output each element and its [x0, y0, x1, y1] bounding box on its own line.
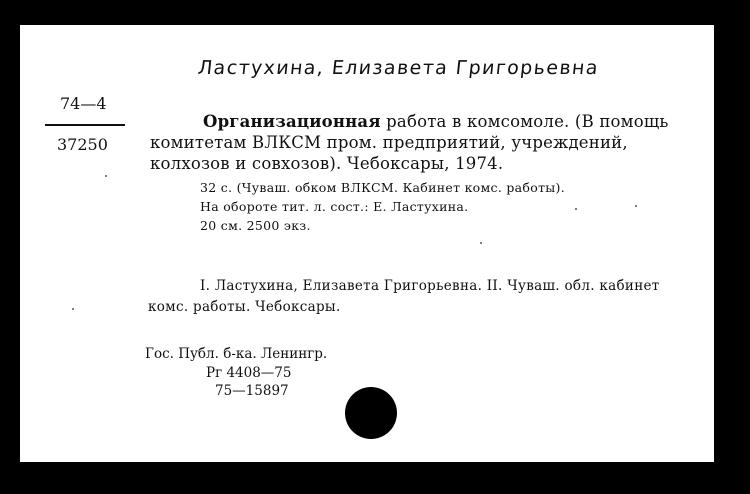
details-line-2: На обороте тит. л. сост.: Е. Ластухина. — [200, 199, 469, 214]
handwritten-heading: Ластухина, Елизавета Григорьевна — [196, 57, 601, 79]
scan-speck — [105, 175, 107, 177]
details-line-1: 32 с. (Чуваш. обком ВЛКСМ. Кабинет комс. работы). — [200, 180, 565, 195]
scan-speck — [635, 205, 637, 207]
call-number-divider — [45, 124, 125, 126]
tracing-line-2: комс. работы. Чебоксары. — [148, 299, 341, 315]
description-line-1 — [203, 112, 669, 131]
library-line-3: 75—15897 — [215, 383, 289, 399]
library-line-2: Рг 4408—75 — [206, 365, 292, 381]
scan-speck — [575, 208, 577, 210]
scan-speck — [480, 242, 482, 244]
scan-speck — [72, 308, 74, 310]
tracing-line-1: I. Ластухина, Елизавета Григорьевна. II. Чуваш. обл. кабинет — [200, 278, 660, 294]
call-number-top: 74—4 — [60, 94, 107, 113]
description-line-1-rest: работа в комсомоле. (В помощь — [380, 112, 669, 131]
title-first-word: Организационная — [203, 112, 381, 131]
call-number-bottom: 37250 — [57, 135, 108, 154]
details-line-3: 20 см. 2500 экз. — [200, 218, 311, 233]
punch-hole — [345, 387, 397, 439]
description-line-3: колхозов и совхозов). Чебоксары, 1974. — [150, 154, 504, 173]
description-line-2: комитетам ВЛКСМ пром. предприятий, учреждений, — [150, 133, 628, 152]
library-line-1: Гос. Публ. б-ка. Ленингр. — [145, 346, 328, 362]
